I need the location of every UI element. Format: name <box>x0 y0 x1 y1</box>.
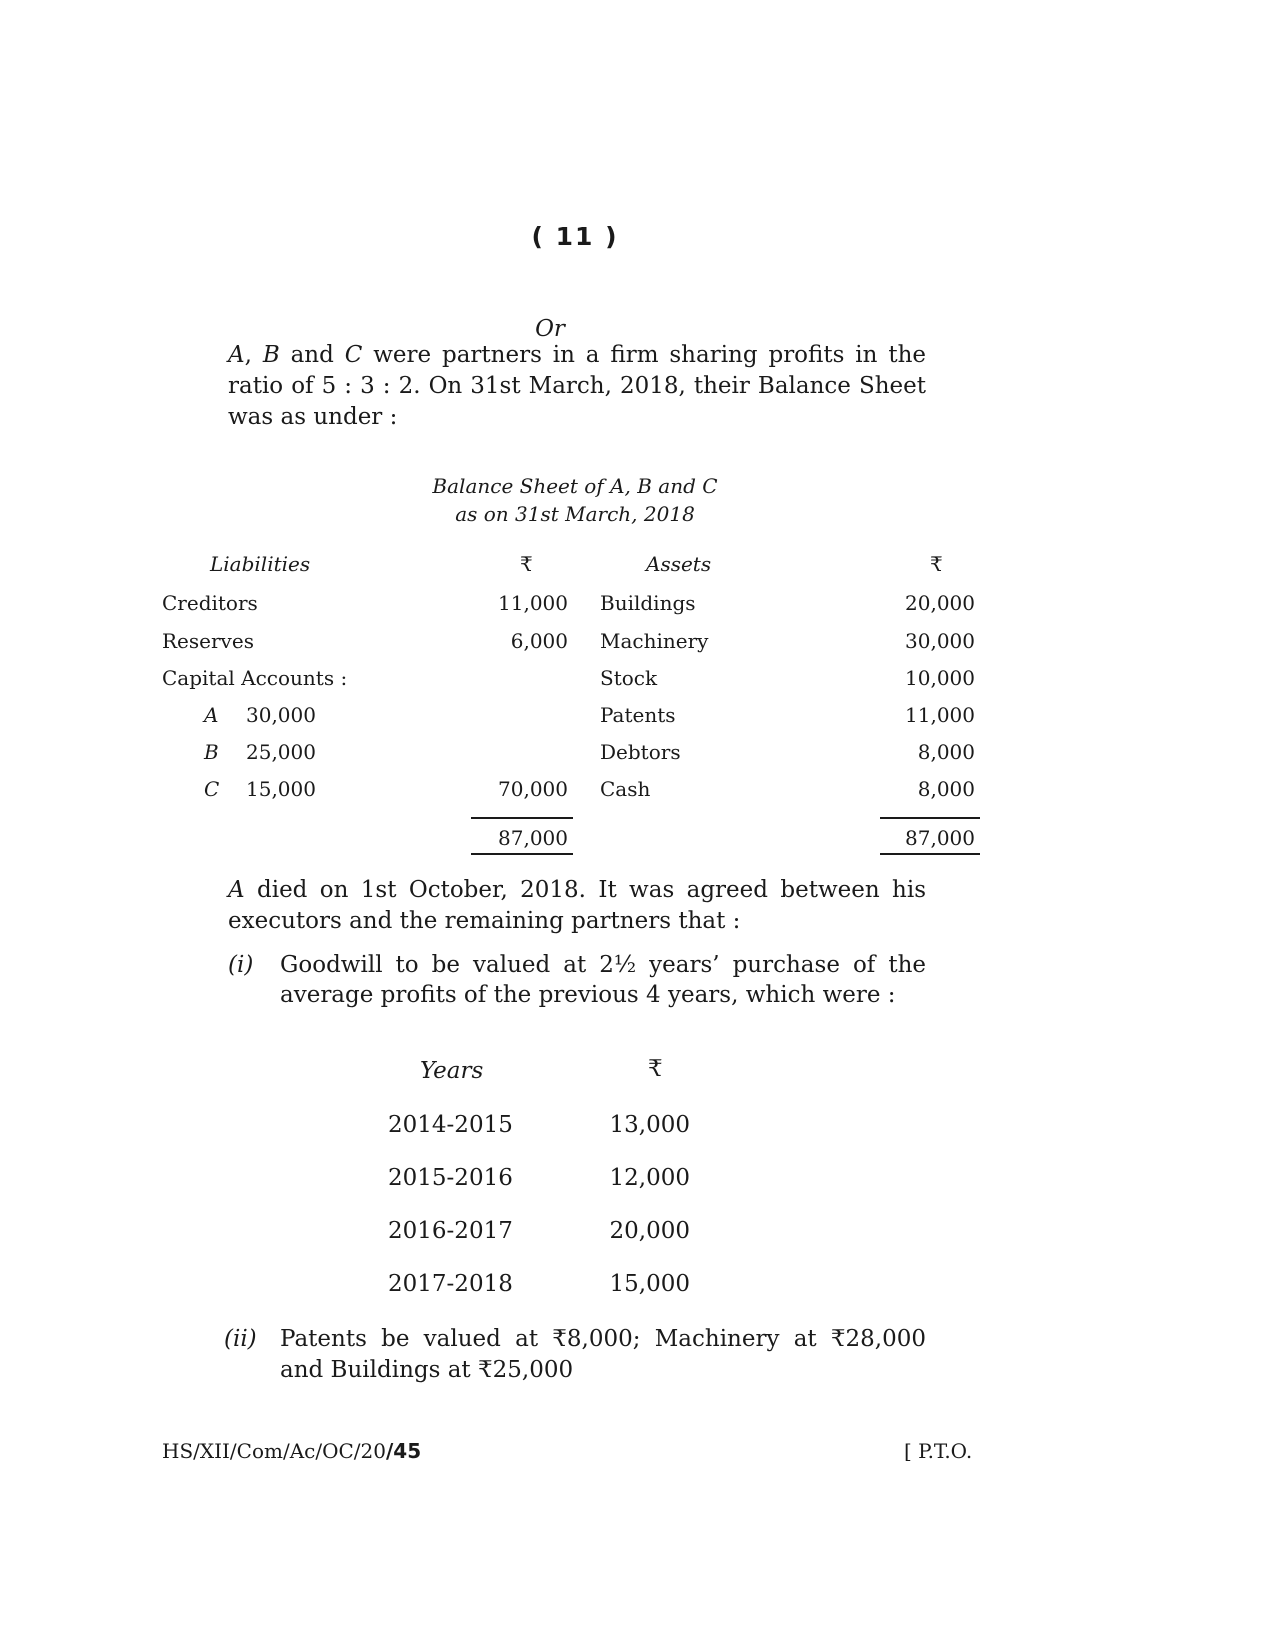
asset-label: Patents <box>600 703 676 727</box>
capital-total: 70,000 <box>498 777 568 801</box>
liability-amount: 6,000 <box>510 629 568 653</box>
total-rule-top-liabilities <box>471 817 573 819</box>
profit-year: 2015-2016 <box>388 1165 513 1191</box>
profit-amount: 12,000 <box>609 1165 690 1191</box>
total-rule-bottom-liabilities <box>471 853 573 855</box>
partner-a-name: A <box>228 877 245 903</box>
item-ii-text: Patents be valued at ₹8,000; Machinery at ₹28,000 and Buildings at ₹25,000 <box>280 1326 926 1383</box>
or-label: Or <box>535 316 565 342</box>
item-i-text: Goodwill to be valued at 2½ years’ purchase of the average profits of the previous 4 years, which were : <box>280 952 926 1008</box>
asset-label: Debtors <box>600 740 681 764</box>
profit-year: 2016-2017 <box>388 1218 513 1244</box>
asset-label: Stock <box>600 666 658 690</box>
profit-amount: 13,000 <box>609 1112 690 1138</box>
asset-label: Cash <box>600 777 651 801</box>
liability-label: Creditors <box>162 591 258 615</box>
partner-c-name: C <box>344 342 363 368</box>
asset-amount: 10,000 <box>905 666 975 690</box>
balance-sheet-title: Balance Sheet of A, B and C as on 31st March, 2018 <box>432 474 718 526</box>
liabilities-header: Liabilities <box>210 552 311 576</box>
asset-amount: 11,000 <box>905 703 975 727</box>
partner-a-name: A <box>228 342 245 368</box>
asset-label: Machinery <box>600 629 709 653</box>
currency-symbol-liabilities: ₹ <box>520 552 533 576</box>
partner-b-name: B <box>262 342 280 368</box>
asset-amount: 30,000 <box>905 629 975 653</box>
asset-amount: 8,000 <box>917 740 975 764</box>
capital-amount: 15,000 <box>246 777 316 801</box>
item-ii-label: (ii) <box>224 1326 257 1352</box>
asset-amount: 8,000 <box>917 777 975 801</box>
profit-amount: 20,000 <box>609 1218 690 1244</box>
pto-label: [ P.T.O. <box>904 1439 973 1463</box>
profit-year: 2014-2015 <box>388 1112 513 1138</box>
paper-code: HS/XII/Com/Ac/OC/20/45 <box>162 1439 422 1463</box>
asset-amount: 20,000 <box>905 591 975 615</box>
capital-amount: 30,000 <box>246 703 316 727</box>
years-header: Years <box>420 1058 484 1084</box>
asset-label: Buildings <box>600 591 696 615</box>
capital-partner: A <box>204 703 219 727</box>
assets-header: Assets <box>646 552 712 576</box>
liability-amount: 11,000 <box>498 591 568 615</box>
item-i-label: (i) <box>228 952 254 978</box>
death-paragraph: A died on 1st October, 2018. It was agreed between his executors and the remaining partners that : <box>228 877 926 934</box>
capital-partner: C <box>204 777 220 801</box>
profit-amount: 15,000 <box>609 1271 690 1297</box>
capital-amount: 25,000 <box>246 740 316 764</box>
assets-total: 87,000 <box>905 826 975 850</box>
page-number: ( 11 ) <box>531 222 619 251</box>
total-rule-bottom-assets <box>880 853 980 855</box>
intro-paragraph: A, B and C were partners in a firm sharing profits in the ratio of 5 : 3 : 2. On 31st March, 2018, their Balance Sheet was as under : <box>228 342 926 430</box>
liability-label: Capital Accounts : <box>162 666 348 690</box>
liability-label: Reserves <box>162 629 254 653</box>
total-rule-top-assets <box>880 817 980 819</box>
currency-symbol-assets: ₹ <box>930 552 943 576</box>
profit-year: 2017-2018 <box>388 1271 513 1297</box>
liabilities-total: 87,000 <box>498 826 568 850</box>
capital-partner: B <box>204 740 219 764</box>
profit-currency-header: ₹ <box>648 1056 663 1082</box>
